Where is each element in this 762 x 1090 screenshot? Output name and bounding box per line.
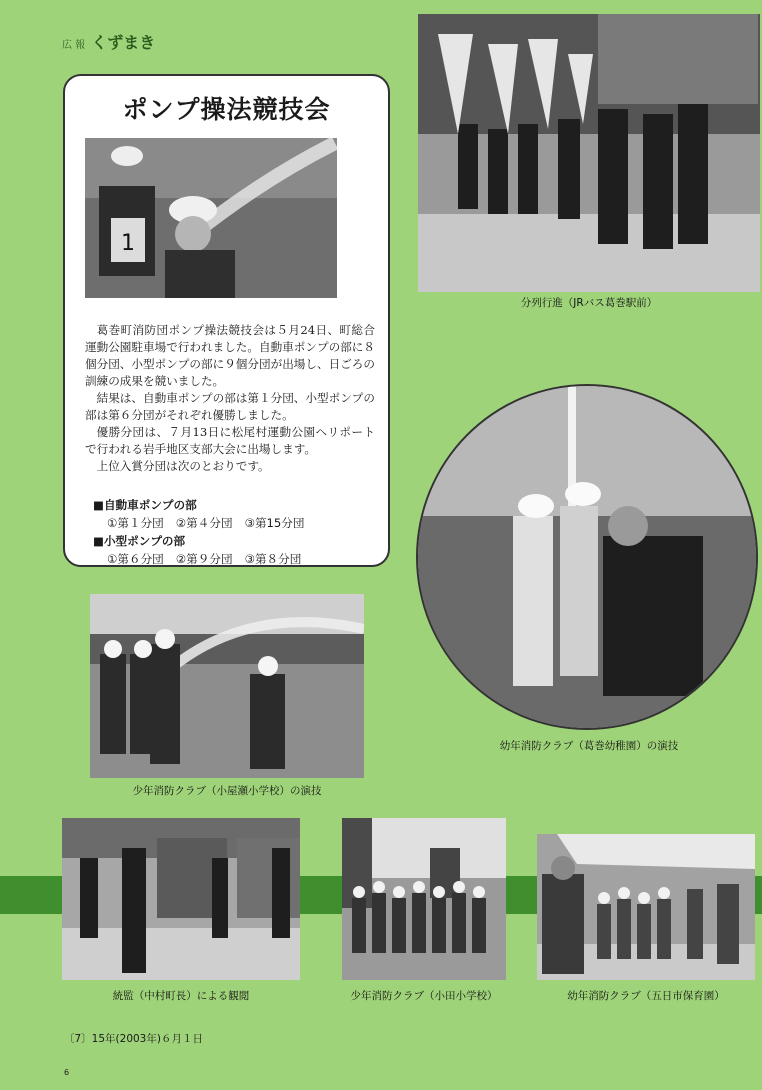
masthead-prefix: 広 報: [62, 40, 86, 51]
itsukaichi-caption: 幼年消防クラブ（五日市保育園）: [567, 990, 725, 1002]
results-heading: ■自動車ポンプの部: [93, 498, 197, 512]
result-place: ③第８分団: [244, 552, 302, 566]
article-title: ポンプ操法競技会: [122, 95, 331, 124]
parade-photo: [418, 14, 760, 292]
article-body: [85, 322, 375, 475]
article-paragraph: 葛巻町消防団ポンプ操法競技会は５月24日、町総合運動公園駐車場で行われました。自動車ポンプの部に８個分団、小型ポンプの部に９個分団が出場し、日ごろの訓練の成果を競いました。: [85, 323, 375, 388]
svg-text:1: 1: [121, 231, 135, 256]
page-mark: 6: [64, 1068, 70, 1077]
masthead-name: くずまき: [91, 33, 156, 52]
inspection-caption: 統監（中村町長）による観閲: [112, 990, 250, 1002]
results-row: [93, 550, 373, 568]
oda-photo: [342, 818, 506, 980]
article-paragraph: 上位入賞分団は次のとおりです。: [96, 459, 270, 473]
result-place: ②第９分団: [175, 552, 233, 566]
masthead: [62, 30, 155, 53]
inspection-photo: [62, 818, 300, 980]
page-footer: 〔7〕15年(2003年)６月１日: [64, 1033, 203, 1045]
parade-caption: 分列行進（JRバス葛巻駅前）: [520, 297, 658, 309]
oda-caption: 少年消防クラブ（小田小学校）: [350, 990, 498, 1002]
kindergarten-photo: [416, 384, 758, 730]
itsukaichi-photo: [537, 834, 755, 980]
koyase-photo: [90, 594, 364, 778]
article-paragraph: 結果は、自動車ポンプの部は第１分団、小型ポンプの部は第６分団がそれぞれ優勝しました。: [85, 391, 375, 422]
koyase-caption: 少年消防クラブ（小屋瀬小学校）の演技: [132, 785, 322, 797]
kindergarten-caption: 幼年消防クラブ（葛巻幼稚園）の演技: [499, 740, 679, 752]
results-list: [93, 496, 373, 568]
result-place: ③第15分団: [244, 516, 305, 530]
result-place: ①第１分団: [107, 516, 164, 530]
result-place: ②第４分団: [175, 516, 233, 530]
result-place: ①第６分団: [107, 552, 164, 566]
results-row: [93, 514, 373, 532]
results-heading: ■小型ポンプの部: [93, 534, 186, 548]
pump-competition-photo: [85, 138, 337, 298]
article-paragraph: 優勝分団は、７月13日に松尾村運動公園ヘリポートで行われる岩手地区支部大会に出場します。: [85, 425, 375, 456]
article-box: [63, 74, 390, 567]
